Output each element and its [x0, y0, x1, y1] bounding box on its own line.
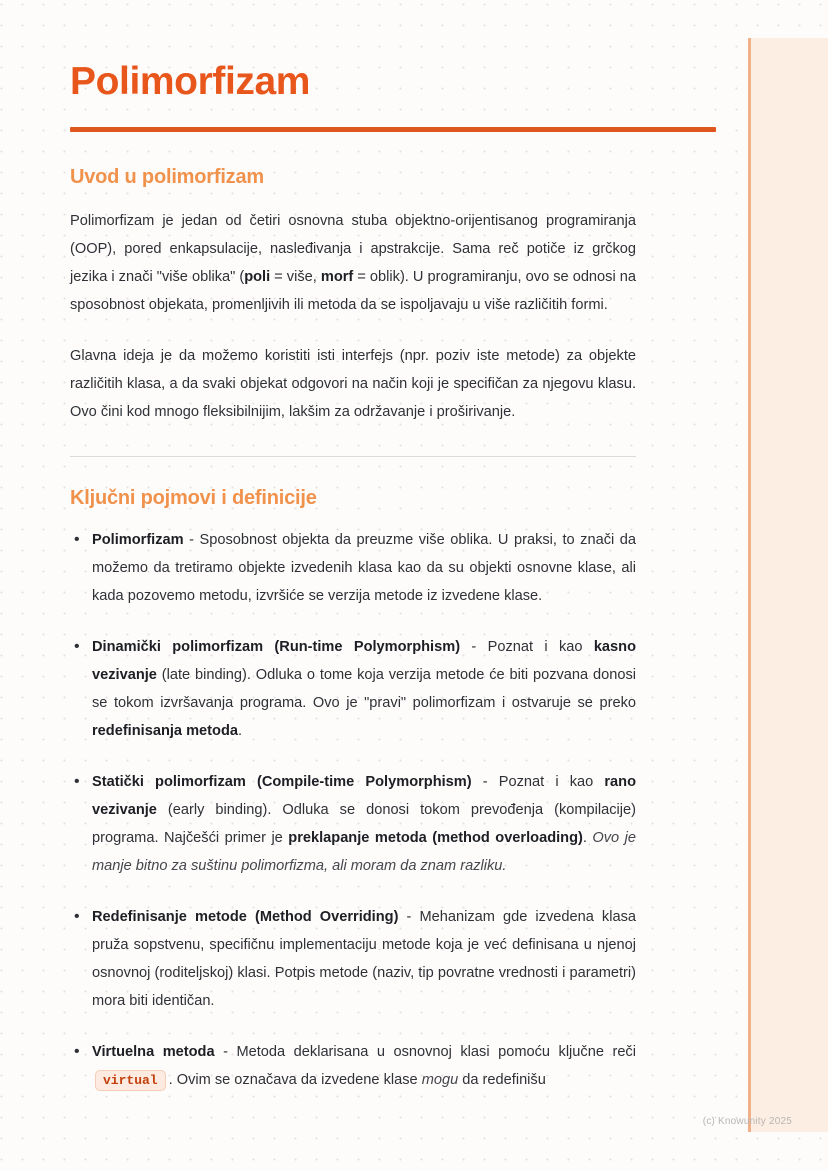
- list-item: [70, 903, 636, 1015]
- term-description: Poznat i kao: [498, 773, 605, 790]
- intro-p1-part2: = više,: [270, 268, 321, 285]
- term-description-3: .: [237, 722, 243, 739]
- title-underline-rule: [70, 127, 716, 132]
- term-separator: -: [471, 773, 499, 790]
- footer-credit: (c) Knowunity 2025: [702, 1116, 792, 1127]
- decorative-side-strip: [748, 38, 828, 1132]
- page-title: Polimorfizam: [70, 60, 311, 103]
- term-description-3: da redefinišu: [458, 1071, 546, 1088]
- term-separator: -: [214, 1043, 237, 1060]
- list-item: [70, 1038, 636, 1095]
- intro-paragraph-1: [70, 207, 636, 319]
- intro-p1-bold-morf: morf: [320, 268, 354, 285]
- list-item: [70, 633, 636, 745]
- term-description-2: . Ovim se označava da izvedene klase: [168, 1071, 422, 1088]
- term-separator: -: [398, 908, 420, 925]
- term-description-3: .: [582, 829, 593, 846]
- term-separator: -: [183, 531, 200, 548]
- term-label: Redefinisanje metode (Method Overriding): [92, 908, 399, 925]
- term-label: Polimorfizam: [92, 531, 184, 548]
- term-description: Metoda deklarisana u osnovnoj klasi pomoću ključne reči: [236, 1043, 636, 1060]
- section-heading-key-terms: Ključni pojmovi i definicije: [70, 486, 317, 509]
- intro-paragraph-2: Glavna ideja je da možemo koristiti isti interfejs (npr. poziv iste metode) za objekte različitih klasa, a da svaki objekat odgovori na način koji je specifičan za njegovu klasu. Ovo čini kod mnogo fleksibilnijim, lakšim za održavanje i proširivanje.: [70, 347, 636, 420]
- list-item: [70, 526, 636, 610]
- intro-p1-bold-poli: poli: [244, 268, 271, 285]
- term-emphasis-redefinisanja-metoda: redefinisanja metoda: [92, 722, 238, 739]
- intro-p1-part3: = oblik). U programiranju, ovo se odnosi na sposobnost objekata, promenljivih ili metoda da se ispoljavaju u više različitih formi.: [70, 268, 636, 313]
- section-divider: [70, 456, 636, 457]
- key-terms-list: [70, 526, 636, 1095]
- term-description-2: (late binding). Odluka o tome koja verzija metode će biti pozvana donosi se tokom izvršavanja programa. Ovo je "pravi" polimorfizam i ostvaruje se preko: [92, 666, 636, 711]
- term-label: Dinamički polimorfizam (Run-time Polymorphism): [92, 638, 461, 655]
- term-description: Sposobnost objekta da preuzme više oblika. U praksi, to znači da možemo da tretiramo objekte izvedenih klasa kao da su objekti osnovne klase, ali kada pozovemo metodu, izvršiće se verzija metode iz izvedene klase.: [92, 531, 636, 604]
- term-label: Virtuelna metoda: [92, 1043, 215, 1060]
- term-emphasis-method-overloading: preklapanje metoda (method overloading): [288, 829, 583, 846]
- term-label: Statički polimorfizam (Compile-time Polymorphism): [92, 773, 472, 790]
- term-emphasis-kasno-vezivanje: kasno vezivanje: [92, 638, 636, 683]
- code-chip-virtual: virtual: [95, 1070, 166, 1091]
- term-description: Mehanizam gde izvedena klasa pruža sopstvenu, specifičnu implementaciju metode koja je već definisana u njenoj osnovnoj (roditeljskoj) klasi. Potpis metode (naziv, tip povratne vrednosti i parametri) mora biti identičan.: [92, 908, 636, 1009]
- term-separator: -: [460, 638, 488, 655]
- list-item: [70, 768, 636, 880]
- term-description: Poznat i kao: [487, 638, 594, 655]
- term-italic-mogu: mogu: [421, 1071, 459, 1088]
- term-italic-note: Ovo je manje bitno za suštinu polimorfizma, ali moram da znam razliku.: [92, 829, 636, 874]
- term-description-2: (early binding). Odluka se donosi tokom prevođenja (kompilacije) programa. Najčešći primer je: [92, 801, 636, 846]
- section-heading-intro: Uvod u polimorfizam: [70, 165, 264, 188]
- term-emphasis-rano-vezivanje: rano vezivanje: [92, 773, 636, 818]
- intro-p1-part1: Polimorfizam je jedan od četiri osnovna stuba objektno-orijentisanog programiranja (OOP), pored enkapsulacije, nasleđivanja i apstrakcije. Sama reč potiče iz grčkog jezika i znači "više oblika" (: [70, 212, 636, 285]
